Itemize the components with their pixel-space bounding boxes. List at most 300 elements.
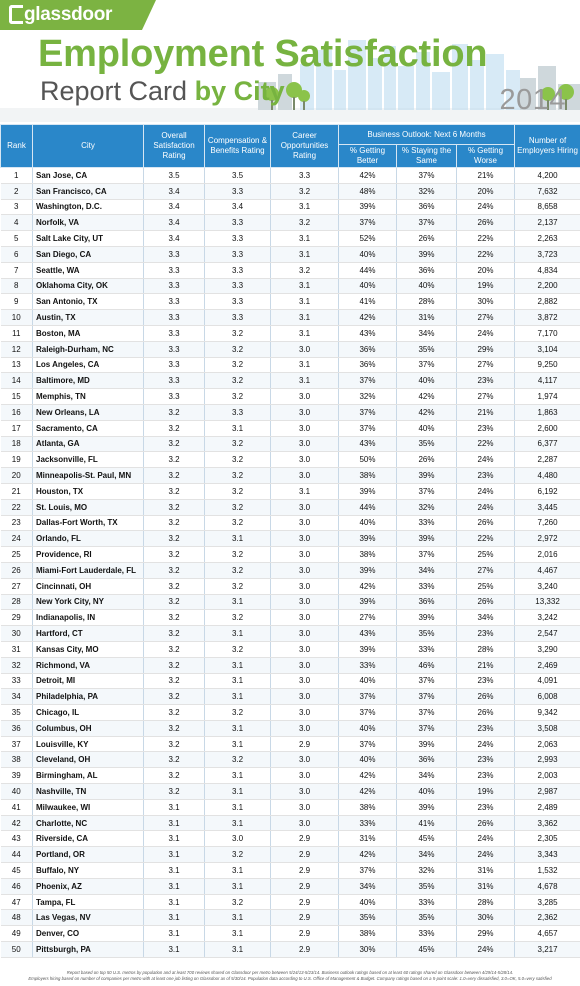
overall-rating-cell: 3.2 [144,436,205,452]
getting-better-cell: 42% [339,168,397,184]
compensation-rating-cell: 3.0 [205,831,271,847]
getting-better-cell: 42% [339,768,397,784]
employers-hiring-cell: 2,263 [515,231,580,247]
city-cell: Washington, D.C. [33,199,144,215]
rank-cell: 44 [1,847,33,863]
table-row [1,768,580,784]
getting-worse-cell: 28% [457,894,515,910]
rank-cell: 40 [1,784,33,800]
city-cell: Boston, MA [33,325,144,341]
getting-better-cell: 38% [339,468,397,484]
staying-same-cell: 32% [397,863,457,879]
rank-cell: 25 [1,547,33,563]
staying-same-cell: 39% [397,610,457,626]
employers-hiring-cell: 3,104 [515,341,580,357]
compensation-rating-cell: 3.3 [205,246,271,262]
compensation-rating-cell: 3.1 [205,784,271,800]
staying-same-cell: 36% [397,594,457,610]
employers-hiring-cell: 2,993 [515,752,580,768]
table-row [1,641,580,657]
career-rating-cell: 3.3 [271,168,339,184]
rank-cell: 35 [1,705,33,721]
employers-hiring-cell: 4,091 [515,673,580,689]
getting-better-cell: 39% [339,531,397,547]
table-row [1,673,580,689]
employers-hiring-cell: 2,287 [515,452,580,468]
rank-cell: 50 [1,942,33,958]
city-cell: San Francisco, CA [33,183,144,199]
getting-worse-cell: 24% [457,483,515,499]
rank-cell: 16 [1,404,33,420]
employers-hiring-cell: 4,200 [515,168,580,184]
getting-worse-cell: 27% [457,389,515,405]
staying-same-cell: 39% [397,531,457,547]
getting-worse-cell: 19% [457,784,515,800]
getting-better-cell: 39% [339,199,397,215]
getting-worse-cell: 19% [457,278,515,294]
getting-better-cell: 32% [339,389,397,405]
getting-worse-cell: 34% [457,610,515,626]
rank-cell: 12 [1,341,33,357]
employers-hiring-cell: 2,972 [515,531,580,547]
getting-better-cell: 37% [339,373,397,389]
overall-rating-cell: 3.3 [144,325,205,341]
staying-same-cell: 37% [397,547,457,563]
table-row [1,610,580,626]
city-cell: Birmingham, AL [33,768,144,784]
career-rating-cell: 3.0 [271,705,339,721]
career-rating-cell: 3.2 [271,215,339,231]
career-rating-cell: 2.9 [271,942,339,958]
overall-rating-cell: 3.3 [144,310,205,326]
getting-worse-cell: 23% [457,468,515,484]
rank-cell: 10 [1,310,33,326]
getting-worse-cell: 22% [457,436,515,452]
compensation-rating-cell: 3.1 [205,768,271,784]
getting-better-cell: 40% [339,894,397,910]
career-rating-cell: 3.1 [271,278,339,294]
getting-worse-cell: 28% [457,641,515,657]
staying-same-cell: 39% [397,246,457,262]
table-row [1,578,580,594]
getting-better-cell: 39% [339,483,397,499]
staying-same-cell: 37% [397,168,457,184]
getting-worse-cell: 27% [457,357,515,373]
table-row [1,562,580,578]
table-row [1,436,580,452]
getting-better-cell: 37% [339,705,397,721]
compensation-rating-cell: 3.1 [205,420,271,436]
rank-cell: 4 [1,215,33,231]
rank-cell: 42 [1,815,33,831]
getting-worse-cell: 24% [457,942,515,958]
rank-cell: 26 [1,562,33,578]
getting-worse-cell: 27% [457,562,515,578]
glassdoor-door-icon [9,5,23,24]
table-body [1,168,580,958]
compensation-rating-cell: 3.2 [205,341,271,357]
getting-worse-cell: 29% [457,926,515,942]
employers-hiring-cell: 1,863 [515,404,580,420]
getting-better-cell: 31% [339,831,397,847]
city-cell: New York City, NY [33,594,144,610]
table-row [1,847,580,863]
header-city: City [33,125,144,168]
compensation-rating-cell: 3.1 [205,673,271,689]
staying-same-cell: 34% [397,847,457,863]
staying-same-cell: 33% [397,926,457,942]
overall-rating-cell: 3.3 [144,278,205,294]
overall-rating-cell: 3.2 [144,578,205,594]
table-row [1,815,580,831]
getting-better-cell: 40% [339,515,397,531]
employers-hiring-cell: 7,260 [515,515,580,531]
compensation-rating-cell: 3.2 [205,357,271,373]
getting-better-cell: 37% [339,420,397,436]
staying-same-cell: 37% [397,689,457,705]
staying-same-cell: 37% [397,705,457,721]
career-rating-cell: 3.0 [271,784,339,800]
city-cell: Riverside, CA [33,831,144,847]
career-rating-cell: 3.0 [271,815,339,831]
employers-hiring-cell: 8,658 [515,199,580,215]
career-rating-cell: 3.1 [271,199,339,215]
city-cell: Louisville, KY [33,736,144,752]
getting-worse-cell: 26% [457,215,515,231]
staying-same-cell: 45% [397,942,457,958]
employers-hiring-cell: 2,362 [515,910,580,926]
employers-hiring-cell: 9,250 [515,357,580,373]
city-cell: Miami-Fort Lauderdale, FL [33,562,144,578]
table-row [1,926,580,942]
city-cell: Atlanta, GA [33,436,144,452]
table-row [1,531,580,547]
rank-cell: 17 [1,420,33,436]
overall-rating-cell: 3.1 [144,847,205,863]
table-row [1,799,580,815]
compensation-rating-cell: 3.2 [205,705,271,721]
getting-better-cell: 41% [339,294,397,310]
staying-same-cell: 33% [397,515,457,531]
overall-rating-cell: 3.4 [144,199,205,215]
staying-same-cell: 42% [397,389,457,405]
table-row [1,499,580,515]
staying-same-cell: 42% [397,404,457,420]
compensation-rating-cell: 3.1 [205,926,271,942]
employers-hiring-cell: 3,217 [515,942,580,958]
staying-same-cell: 26% [397,452,457,468]
getting-better-cell: 36% [339,357,397,373]
getting-worse-cell: 27% [457,310,515,326]
career-rating-cell: 3.2 [271,262,339,278]
employers-hiring-cell: 13,332 [515,594,580,610]
getting-worse-cell: 30% [457,294,515,310]
career-rating-cell: 3.0 [271,768,339,784]
rank-cell: 48 [1,910,33,926]
staying-same-cell: 41% [397,815,457,831]
staying-same-cell: 31% [397,310,457,326]
overall-rating-cell: 3.2 [144,784,205,800]
overall-rating-cell: 3.3 [144,262,205,278]
employers-hiring-cell: 3,508 [515,720,580,736]
employers-hiring-cell: 2,882 [515,294,580,310]
overall-rating-cell: 3.3 [144,357,205,373]
rank-cell: 21 [1,483,33,499]
table-row [1,594,580,610]
getting-better-cell: 37% [339,689,397,705]
rank-cell: 33 [1,673,33,689]
getting-worse-cell: 24% [457,831,515,847]
getting-worse-cell: 23% [457,373,515,389]
staying-same-cell: 35% [397,878,457,894]
overall-rating-cell: 3.3 [144,341,205,357]
employers-hiring-cell: 9,342 [515,705,580,721]
overall-rating-cell: 3.2 [144,768,205,784]
compensation-rating-cell: 3.2 [205,373,271,389]
city-cell: Pittsburgh, PA [33,942,144,958]
overall-rating-cell: 3.1 [144,863,205,879]
employers-hiring-cell: 2,600 [515,420,580,436]
overall-rating-cell: 3.2 [144,562,205,578]
employers-hiring-cell: 3,723 [515,246,580,262]
career-rating-cell: 3.1 [271,231,339,247]
compensation-rating-cell: 3.2 [205,436,271,452]
overall-rating-cell: 3.4 [144,215,205,231]
table-row [1,373,580,389]
getting-better-cell: 40% [339,673,397,689]
staying-same-cell: 40% [397,784,457,800]
staying-same-cell: 40% [397,373,457,389]
compensation-rating-cell: 3.3 [205,183,271,199]
getting-better-cell: 40% [339,246,397,262]
getting-better-cell: 36% [339,341,397,357]
compensation-rating-cell: 3.2 [205,389,271,405]
rank-cell: 1 [1,168,33,184]
staying-same-cell: 35% [397,341,457,357]
staying-same-cell: 36% [397,199,457,215]
overall-rating-cell: 3.2 [144,610,205,626]
getting-worse-cell: 26% [457,515,515,531]
rank-cell: 2 [1,183,33,199]
city-cell: Philadelphia, PA [33,689,144,705]
overall-rating-cell: 3.2 [144,752,205,768]
getting-worse-cell: 22% [457,531,515,547]
table-row [1,389,580,405]
overall-rating-cell: 3.1 [144,831,205,847]
getting-worse-cell: 23% [457,768,515,784]
table-row [1,357,580,373]
getting-better-cell: 50% [339,452,397,468]
compensation-rating-cell: 3.3 [205,215,271,231]
table-row [1,720,580,736]
getting-worse-cell: 23% [457,420,515,436]
rank-cell: 24 [1,531,33,547]
header-compensation-benefits: Compensation & Benefits Rating [205,125,271,168]
rank-cell: 6 [1,246,33,262]
career-rating-cell: 3.0 [271,578,339,594]
employers-hiring-cell: 4,834 [515,262,580,278]
table-row [1,736,580,752]
career-rating-cell: 3.0 [271,689,339,705]
employers-hiring-cell: 2,987 [515,784,580,800]
career-rating-cell: 3.0 [271,610,339,626]
staying-same-cell: 37% [397,215,457,231]
rank-cell: 19 [1,452,33,468]
getting-better-cell: 27% [339,610,397,626]
city-cell: Chicago, IL [33,705,144,721]
career-rating-cell: 3.0 [271,515,339,531]
getting-better-cell: 39% [339,641,397,657]
getting-better-cell: 37% [339,215,397,231]
compensation-rating-cell: 3.3 [205,404,271,420]
city-cell: Denver, CO [33,926,144,942]
rank-cell: 3 [1,199,33,215]
rank-cell: 37 [1,736,33,752]
staying-same-cell: 37% [397,673,457,689]
table-row [1,657,580,673]
getting-worse-cell: 26% [457,705,515,721]
rank-cell: 9 [1,294,33,310]
table-row [1,894,580,910]
overall-rating-cell: 3.5 [144,168,205,184]
rank-cell: 7 [1,262,33,278]
city-cell: Kansas City, MO [33,641,144,657]
overall-rating-cell: 3.2 [144,420,205,436]
overall-rating-cell: 3.2 [144,594,205,610]
city-cell: Seattle, WA [33,262,144,278]
rank-cell: 14 [1,373,33,389]
career-rating-cell: 2.9 [271,926,339,942]
rank-cell: 47 [1,894,33,910]
employers-hiring-cell: 2,137 [515,215,580,231]
career-rating-cell: 3.0 [271,404,339,420]
city-cell: Baltimore, MD [33,373,144,389]
getting-better-cell: 37% [339,404,397,420]
employers-hiring-cell: 3,240 [515,578,580,594]
career-rating-cell: 3.0 [271,594,339,610]
city-cell: Hartford, CT [33,626,144,642]
compensation-rating-cell: 3.3 [205,310,271,326]
overall-rating-cell: 3.3 [144,246,205,262]
staying-same-cell: 35% [397,910,457,926]
table-row [1,199,580,215]
getting-better-cell: 33% [339,657,397,673]
footnote-line-1: Report based on top 50 U.S. metros by population and at least 700 reviews shared on Glassdoor per metro between 5/24/13-5/23/14. Business outlook ratings based on at least 60 ratings shared on Glassdoor between 4/29/14-5/28/14. [66,970,514,975]
getting-better-cell: 40% [339,720,397,736]
page-title: Employment Satisfaction [38,33,488,75]
compensation-rating-cell: 3.1 [205,942,271,958]
table-row [1,689,580,705]
table-row [1,231,580,247]
getting-worse-cell: 26% [457,594,515,610]
getting-better-cell: 39% [339,594,397,610]
staying-same-cell: 35% [397,626,457,642]
career-rating-cell: 3.0 [271,499,339,515]
rank-cell: 15 [1,389,33,405]
header-staying-same: % Staying the Same [397,145,457,168]
getting-worse-cell: 23% [457,673,515,689]
career-rating-cell: 3.0 [271,531,339,547]
table-row [1,831,580,847]
table-row [1,262,580,278]
employers-hiring-cell: 4,480 [515,468,580,484]
rank-cell: 45 [1,863,33,879]
table-row [1,752,580,768]
career-rating-cell: 2.9 [271,894,339,910]
getting-worse-cell: 26% [457,815,515,831]
career-rating-cell: 3.1 [271,357,339,373]
table-row [1,183,580,199]
getting-better-cell: 34% [339,878,397,894]
getting-worse-cell: 29% [457,341,515,357]
table-row [1,515,580,531]
overall-rating-cell: 3.2 [144,547,205,563]
compensation-rating-cell: 3.1 [205,815,271,831]
compensation-rating-cell: 3.2 [205,752,271,768]
staying-same-cell: 40% [397,278,457,294]
table-row [1,404,580,420]
employers-hiring-cell: 3,242 [515,610,580,626]
page-subtitle [40,76,285,107]
employers-hiring-cell: 6,377 [515,436,580,452]
table-row [1,310,580,326]
compensation-rating-cell: 3.2 [205,483,271,499]
rank-cell: 8 [1,278,33,294]
overall-rating-cell: 3.1 [144,799,205,815]
overall-rating-cell: 3.4 [144,183,205,199]
employers-hiring-cell: 3,445 [515,499,580,515]
header-getting-worse: % Getting Worse [457,145,515,168]
getting-better-cell: 42% [339,847,397,863]
footnote [0,970,580,981]
overall-rating-cell: 3.2 [144,673,205,689]
overall-rating-cell: 3.1 [144,878,205,894]
staying-same-cell: 40% [397,420,457,436]
overall-rating-cell: 3.1 [144,815,205,831]
compensation-rating-cell: 3.1 [205,531,271,547]
table-row [1,468,580,484]
getting-better-cell: 33% [339,815,397,831]
career-rating-cell: 3.0 [271,799,339,815]
getting-better-cell: 40% [339,752,397,768]
rank-cell: 31 [1,641,33,657]
table-row [1,863,580,879]
compensation-rating-cell: 3.3 [205,294,271,310]
rank-cell: 39 [1,768,33,784]
city-cell: Milwaukee, WI [33,799,144,815]
city-cell: Norfolk, VA [33,215,144,231]
compensation-rating-cell: 3.2 [205,578,271,594]
staying-same-cell: 45% [397,831,457,847]
city-cell: Salt Lake City, UT [33,231,144,247]
employers-hiring-cell: 3,362 [515,815,580,831]
employers-hiring-cell: 4,117 [515,373,580,389]
staying-same-cell: 37% [397,357,457,373]
staying-same-cell: 39% [397,799,457,815]
table-row [1,878,580,894]
table-row [1,278,580,294]
getting-worse-cell: 24% [457,325,515,341]
city-cell: Minneapolis-St. Paul, MN [33,468,144,484]
rank-cell: 27 [1,578,33,594]
career-rating-cell: 2.9 [271,736,339,752]
compensation-rating-cell: 3.2 [205,325,271,341]
employers-hiring-cell: 4,467 [515,562,580,578]
employers-hiring-cell: 2,489 [515,799,580,815]
compensation-rating-cell: 3.1 [205,626,271,642]
getting-worse-cell: 24% [457,736,515,752]
career-rating-cell: 3.0 [271,341,339,357]
